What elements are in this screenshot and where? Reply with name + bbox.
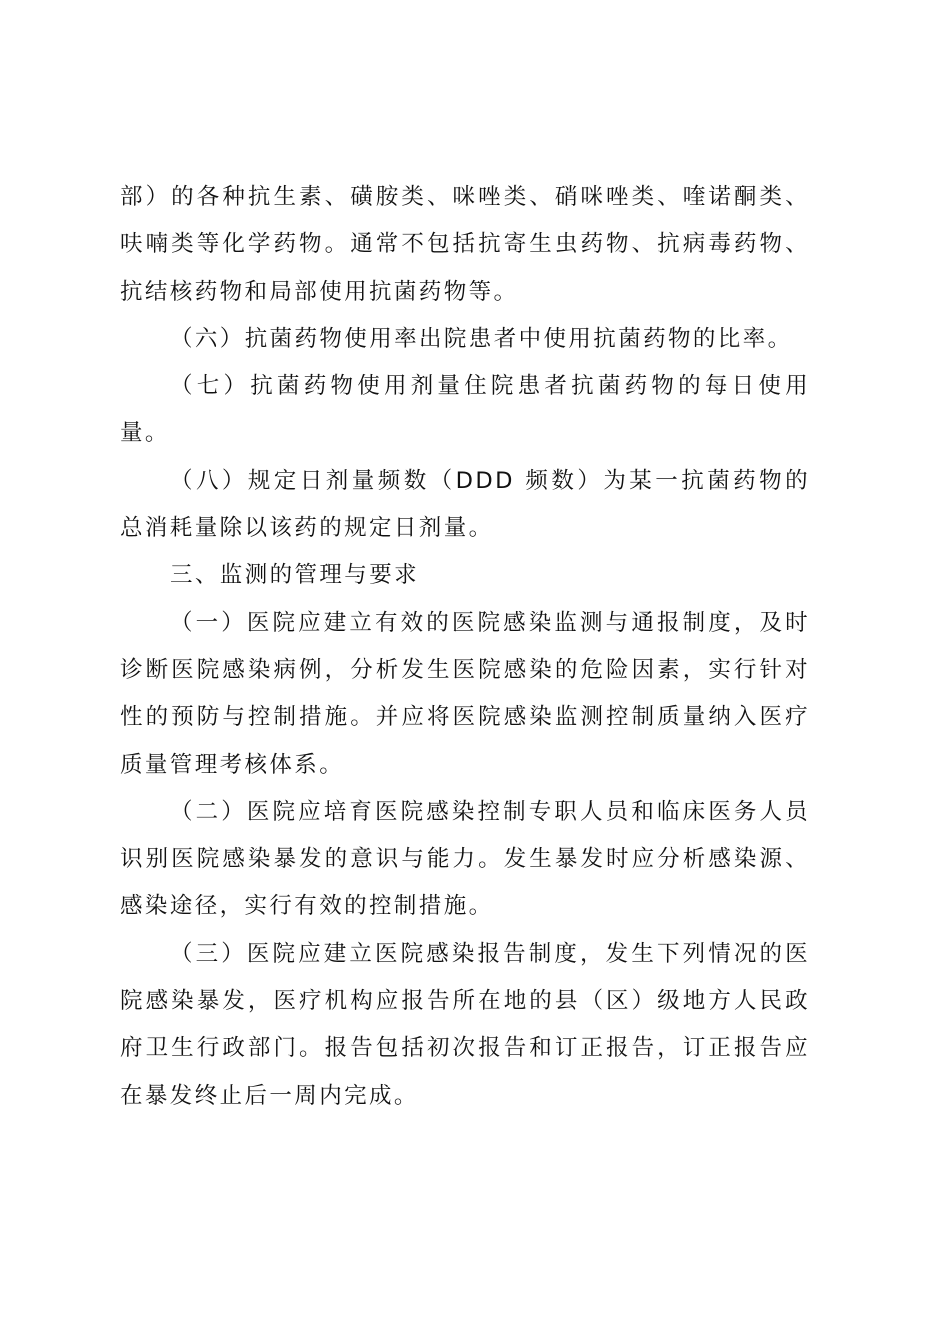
paragraph-requirement-1: （一）医院应建立有效的医院感染监测与通报制度，及时诊断医院感染病例，分析发生医院感染的危险因素，实行针对性的预防与控制措施。并应将医院感染监测控制质量纳入医疗质量管理考核体系。 xyxy=(120,609,810,778)
document-body xyxy=(120,174,810,1120)
paragraph-requirement-2: （二）医院应培育医院感染控制专职人员和临床医务人员识别医院感染暴发的意识与能力。发生暴发时应分析感染源、感染途径，实行有效的控制措施。 xyxy=(120,798,810,920)
paragraph-item-6: （六）抗菌药物使用率出院患者中使用抗菌药物的比率。 xyxy=(170,325,793,352)
paragraph-definition-continued: 部）的各种抗生素、磺胺类、咪唑类、硝咪唑类、喹诺酮类、呋喃类等化学药物。通常不包括抗寄生虫药物、抗病毒药物、抗结核药物和局部使用抗菌药物等。 xyxy=(120,184,810,305)
paragraph-item-7: （七）抗菌药物使用剂量住院患者抗菌药物的每日使用量。 xyxy=(120,373,810,447)
paragraph-requirement-3: （三）医院应建立医院感染报告制度，发生下列情况的医院感染暴发，医疗机构应报告所在地的县（区）级地方人民政府卫生行政部门。报告包括初次报告和订正报告，订正报告应在暴发终止后一周内完成。 xyxy=(120,940,810,1109)
paragraph-item-8: （八）规定日剂量频数（DDD 频数）为某一抗菌药物的总消耗量除以该药的规定日剂量。 xyxy=(120,467,810,542)
section-heading: 三、监测的管理与要求 xyxy=(170,562,420,589)
